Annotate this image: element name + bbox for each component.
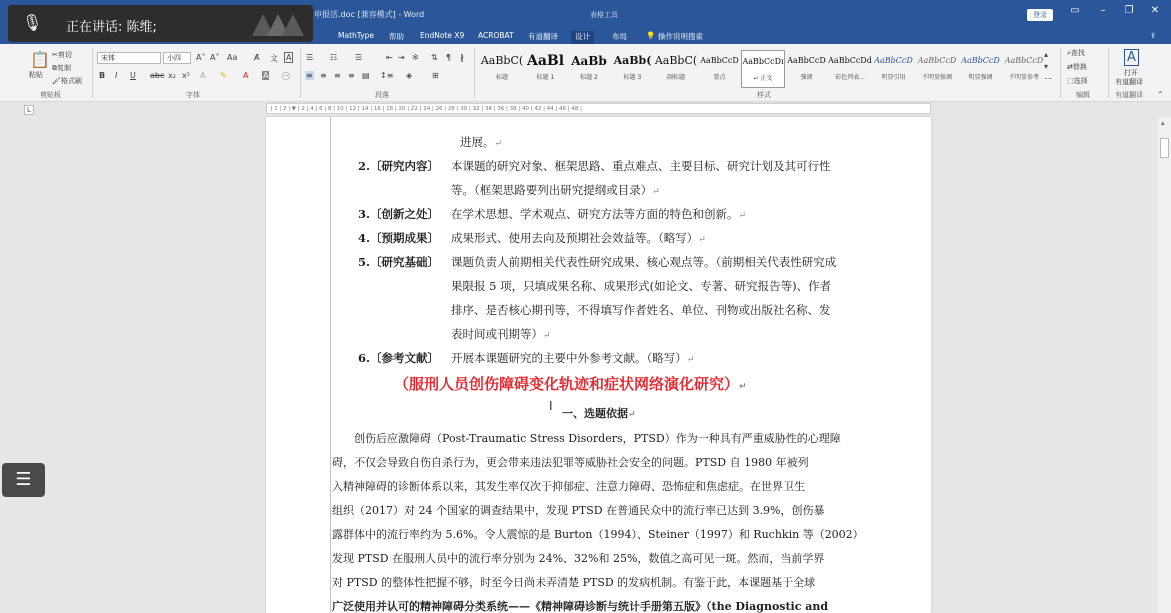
gallery-down-icon[interactable]: ▾ — [1044, 62, 1049, 71]
font-group-label: 字体 — [186, 91, 200, 99]
item-number: 3. — [358, 207, 371, 221]
select-icon: ⬚ — [1067, 77, 1074, 85]
strikethrough-icon[interactable]: abc — [150, 71, 165, 80]
text-run: 成果形式、使用去向及预期社会效益等。（略写） — [451, 231, 699, 245]
paste-button[interactable]: 粘贴 — [29, 71, 43, 79]
text-run: 一、选题依据 — [562, 407, 628, 420]
search-icon: ⌕ — [1067, 49, 1071, 57]
find-label: 查找 — [1070, 49, 1085, 57]
clipboard-group-label: 剪贴板 — [40, 91, 61, 99]
style-11[interactable] — [959, 50, 1003, 88]
body-line: 创伤后应激障碍（Post-Traumatic Stress Disorders，PTSD）作为一种具有严重威胁性的心理障 — [354, 432, 841, 445]
paragraph-mark: ↵ — [698, 235, 706, 245]
item-number: 2. — [358, 159, 371, 173]
show-marks-icon[interactable]: ¶ — [446, 53, 452, 62]
copy-label: 复制 — [57, 64, 71, 72]
highlight-icon[interactable]: ✎ — [220, 71, 227, 80]
line-spacing-icon[interactable]: ↕≡ — [380, 71, 394, 80]
gallery-more-icon[interactable]: ⋯ — [1044, 74, 1052, 83]
sort-icon[interactable]: ⇅ — [431, 53, 438, 62]
style-sample: AaBbCcD — [917, 56, 957, 65]
style-sample: AaBbCcD — [787, 56, 826, 65]
collapse-ribbon-icon[interactable]: ⌃ — [1157, 90, 1164, 99]
paragraph-line — [451, 182, 660, 198]
paragraph-line — [460, 134, 502, 150]
group-divider — [1108, 48, 1109, 98]
styles-group-label: 样式 — [757, 91, 771, 99]
gallery-up-icon[interactable]: ▴ — [1044, 50, 1049, 59]
paragraph-line: 本课题的研究对象、框架思路、重点难点、主要目标、研究计划及其可行性 — [451, 159, 831, 173]
format-painter-label: 格式刷 — [60, 77, 82, 85]
replace-button[interactable] — [1067, 62, 1087, 72]
tab-help[interactable]: 帮助 — [389, 32, 404, 41]
style-name: 不明显强调 — [921, 74, 952, 81]
style-sample: AaBbCcD — [700, 56, 739, 65]
body-line: 露群体中的流行率约为 5.6%。令人震惊的是 Burton（1994）、Steiner（1997）和 Ruchkin 等（2002） — [332, 528, 864, 541]
floating-menu-button[interactable] — [2, 463, 45, 497]
select-label: 选择 — [1073, 77, 1088, 85]
body-line: 发现 PTSD 在服刑人员中的流行率分别为 24%、32%和 25%，数值之高可见一斑。然而，当前学界 — [332, 552, 825, 565]
font-name-select[interactable]: 宋体 — [97, 52, 161, 64]
meeting-logo-icon — [252, 14, 304, 36]
tab-endnote[interactable]: EndNote X9 — [420, 31, 465, 40]
item-number: 5. — [358, 255, 371, 269]
style-name: 彩色列表... — [835, 74, 865, 81]
style-12[interactable] — [1002, 50, 1049, 88]
list-item — [358, 158, 439, 174]
style-name: 明显引用 — [881, 74, 906, 81]
item-tag: 〔研究内容〕 — [370, 159, 440, 173]
list-item — [358, 350, 439, 366]
enclose-char-icon[interactable]: ㊀ — [282, 72, 290, 81]
muted-mic-icon[interactable]: 🎙 — [22, 13, 43, 32]
project-title — [394, 373, 747, 394]
paragraph-line — [451, 230, 706, 246]
style-0[interactable] — [480, 50, 524, 88]
style-sample: AaBbCcDd — [828, 56, 872, 65]
style-sample: AaBbCcD — [961, 56, 1000, 65]
youdao-group-label: 有道翻译 — [1115, 91, 1143, 99]
section-heading — [562, 405, 636, 421]
font-size-select[interactable]: 小四 — [163, 52, 191, 64]
paragraph-mark: ↵ — [628, 410, 636, 420]
chinese-layout-icon[interactable]: ※ — [412, 53, 419, 62]
align-center-icon[interactable]: ≡ — [320, 71, 327, 80]
item-tag: 〔参考文献〕 — [370, 351, 440, 365]
style-name: 要点 — [713, 74, 726, 81]
shading-icon[interactable]: ◈ — [406, 71, 413, 80]
style-name: 标题 — [495, 74, 508, 81]
replace-label: 替换 — [1072, 63, 1087, 71]
align-right-icon[interactable]: ≡ — [334, 71, 341, 80]
style-3[interactable] — [611, 50, 655, 88]
paragraph-mark: ↵ — [686, 355, 695, 365]
find-button[interactable] — [1067, 48, 1085, 58]
open-translate-button[interactable]: 打开 — [1124, 69, 1138, 77]
select-button[interactable] — [1067, 76, 1088, 86]
paragraph-mark: ↵ — [494, 139, 503, 149]
style-name: 标题 3 — [623, 74, 642, 81]
style-6[interactable] — [741, 50, 785, 88]
style-sample: AaBbCcD — [1004, 56, 1044, 65]
sign-in-button[interactable]: 登录 — [1027, 9, 1053, 21]
document-page[interactable] — [266, 117, 931, 613]
style-5[interactable] — [698, 50, 742, 88]
cut-icon: ✂ — [52, 51, 58, 59]
speaker-overlay — [8, 5, 313, 42]
tab-layout[interactable]: 布局 — [612, 32, 627, 41]
tell-me-search[interactable]: 操作说明搜索 — [658, 32, 703, 41]
text-run: 进展。 — [460, 135, 495, 149]
increase-indent-icon[interactable]: ⇥ — [398, 53, 405, 62]
list-item — [358, 230, 439, 246]
body-line: 入精神障碍的诊断体系以来，其发生率仅次于抑郁症、注意力障碍、恐怖症和焦虑症。在世界卫生 — [332, 480, 805, 493]
item-tag: 〔创新之处〕 — [370, 207, 440, 221]
style-4[interactable] — [654, 50, 698, 88]
body-line: 碍，不仅会导致自伤自杀行为，更会带来违法犯罪等威胁社会安全的问题。PTSD 自 1980 年被列 — [332, 456, 809, 469]
text-run: 等。（框架思路要列出研究提纲或目录） — [451, 183, 653, 197]
style-2[interactable] — [567, 50, 611, 88]
style-sample: AaBb( — [613, 54, 652, 67]
distribute-icon[interactable]: ▤ — [362, 71, 370, 80]
style-sample: AaBbC( — [480, 54, 524, 67]
text-run: 表时间或刊期等） — [451, 327, 543, 341]
text-run: 开展本课题研究的主要中外参考文献。（略写） — [451, 351, 687, 365]
style-sample: AaBl — [526, 53, 565, 69]
format-painter-button[interactable] — [52, 76, 82, 86]
editing-group-label: 编辑 — [1076, 91, 1090, 99]
paragraph-line — [451, 350, 694, 366]
group-divider — [1060, 48, 1061, 98]
scroll-up-icon[interactable]: ▴ — [1161, 119, 1165, 127]
item-number: 6. — [358, 351, 371, 365]
paragraph-group-label: 段落 — [375, 91, 389, 99]
text-cursor-icon: I — [549, 399, 553, 413]
phonetic-icon[interactable]: 文 — [270, 54, 278, 63]
style-name: 标题 1 — [536, 74, 555, 81]
paragraph-line: 排序、是否核心期刊等，不得填写作者姓名、单位、刊物或出版社名称、发 — [451, 303, 831, 317]
style-10[interactable] — [915, 50, 959, 88]
style-sample: AaBbC( — [654, 54, 698, 67]
youdao-translate-label: 有道翻译 — [1115, 78, 1143, 86]
bold-icon[interactable]: B — [99, 71, 106, 80]
ribbon-display-icon[interactable]: ▭ — [1070, 5, 1080, 16]
text-run: 在学术思想、学术观点、研究方法等方面的特色和创新。 — [451, 207, 739, 221]
cut-button[interactable] — [52, 50, 72, 60]
borders-icon[interactable]: ⊞ — [432, 71, 439, 80]
paragraph-mark: ↵ — [738, 211, 747, 221]
tab-youdao[interactable]: 有道翻译 — [528, 32, 558, 41]
scroll-thumb[interactable] — [1160, 138, 1169, 158]
shrink-font-icon[interactable]: A˅ — [210, 53, 220, 62]
horizontal-ruler[interactable]: | 1 | 2 | ▼ | 2 | 4 | 6 | 8 | 10 | 12 | 14 | 16 | 18 | 20 | 22 | 24 | 26 | 28 | 30 | 32 | 34 | 36 | 38 | 40 | 42 | 44 | 46 | 48 | — [266, 103, 931, 114]
paragraph-line: 果限报 5 项，只填成果名称、成果形式(如论文、专著、研究报告等)、作者 — [451, 279, 832, 293]
context-tab-label: 表格工具 — [590, 11, 618, 19]
brush-icon: 🖌 — [52, 77, 61, 85]
item-tag: 〔预期成果〕 — [370, 231, 440, 245]
style-1[interactable] — [524, 50, 568, 88]
table-border — [330, 117, 331, 613]
style-sample: AaBb — [571, 54, 607, 68]
change-case-icon[interactable]: Aa — [227, 53, 238, 62]
body-line: 广泛使用并认可的精神障碍分类系统——《精神障碍诊断与统计手册第五版》（the Diagnostic and — [332, 600, 829, 613]
style-9[interactable] — [872, 50, 916, 88]
style-name: 明显强调 — [968, 74, 993, 81]
vertical-scrollbar[interactable] — [1158, 117, 1171, 613]
list-item — [358, 254, 439, 270]
group-divider — [474, 48, 475, 98]
body-line: 组织（2017）对 24 个国家的调查结果中，发现 PTSD 在普通民众中的流行率已达到 3.9%，创伤暴 — [332, 504, 825, 517]
paragraph-mark: ↵ — [739, 382, 747, 392]
copy-icon: ⧉ — [52, 64, 57, 72]
style-7[interactable] — [785, 50, 829, 88]
style-name: 强调 — [800, 74, 813, 81]
tab-acrobat[interactable]: ACROBAT — [478, 31, 514, 40]
underline-icon[interactable]: U — [130, 71, 136, 80]
italic-icon[interactable]: I — [115, 71, 118, 80]
grow-font-icon[interactable]: A˄ — [196, 53, 206, 62]
paragraph-mark: ↵ — [652, 187, 660, 197]
replace-icon: ⇄ — [1067, 63, 1073, 71]
style-name: ↵ 正文 — [753, 75, 773, 82]
tab-mathtype[interactable]: MathType — [338, 31, 374, 40]
close-icon[interactable]: ✕ — [1150, 5, 1160, 16]
tab-design[interactable]: 设计 — [571, 31, 594, 44]
cut-label: 剪切 — [57, 51, 72, 59]
bullets-icon[interactable]: ☰ — [306, 53, 314, 62]
group-divider — [300, 48, 301, 98]
text-effects-icon[interactable]: A — [200, 71, 206, 80]
youdao-translate-icon[interactable]: A — [1124, 49, 1139, 66]
minimize-icon[interactable]: – — [1100, 5, 1106, 16]
style-sample: AaBbCcDı — [742, 57, 784, 66]
paragraph-line: 课题负责人前期相关代表性研究成果、核心观点等。（前期相关代表性研究成 — [451, 255, 837, 269]
multilevel-list-icon[interactable]: ☰ — [355, 53, 363, 62]
paragraph-line — [451, 326, 551, 342]
paragraph-mark: ↵ — [543, 331, 551, 341]
group-divider — [92, 48, 93, 98]
body-line: 对 PTSD 的整体性把握不够，时至今日尚未弄清楚 PTSD 的发病机制。有鉴于此，本课题基于全球 — [332, 576, 816, 589]
item-tag: 〔研究基础〕 — [370, 255, 440, 269]
align-left-icon[interactable]: ≡ — [306, 71, 313, 80]
item-number: 4. — [358, 231, 371, 245]
justify-icon[interactable]: ≡ — [348, 71, 355, 80]
char-shading-icon[interactable]: A — [263, 71, 269, 80]
share-icon[interactable]: ⇪ — [1150, 31, 1157, 40]
paragraph-line — [451, 206, 746, 222]
style-name: 不明显参考 — [1008, 74, 1039, 81]
copy-button[interactable] — [52, 63, 71, 73]
style-sample: AaBbCcD — [874, 56, 913, 65]
style-name: 副标题 — [666, 74, 685, 81]
lightbulb-icon: 💡 — [646, 31, 656, 40]
char-border-icon[interactable]: A — [286, 53, 292, 62]
restore-icon[interactable]: ❐ — [1124, 5, 1134, 16]
paste-icon[interactable]: 📋 — [30, 50, 50, 69]
numbering-icon[interactable]: ☷ — [330, 53, 338, 62]
superscript-icon[interactable]: x² — [182, 71, 190, 80]
clear-format-icon[interactable]: A̸ — [254, 53, 260, 62]
ribbon — [0, 44, 1171, 102]
document-title: 申报活.doc [兼容模式] - Word — [314, 10, 425, 19]
ruler-tab-selector[interactable]: L — [24, 105, 34, 115]
list-item — [358, 206, 439, 222]
subscript-icon[interactable]: x₂ — [168, 71, 176, 80]
speaker-text: 正在讲话: 陈维; — [66, 20, 157, 35]
asian-layout-icon[interactable]: ∦ — [460, 53, 464, 62]
decrease-indent-icon[interactable]: ⇤ — [386, 53, 393, 62]
style-8[interactable] — [828, 50, 872, 88]
font-color-icon[interactable]: A — [243, 71, 249, 80]
style-name: 标题 2 — [580, 74, 598, 81]
text-run: （服刑人员创伤障碍变化轨迹和症状网络演化研究） — [394, 375, 740, 393]
workspace-left — [0, 103, 266, 613]
menu-icon: ☰ — [15, 469, 32, 490]
